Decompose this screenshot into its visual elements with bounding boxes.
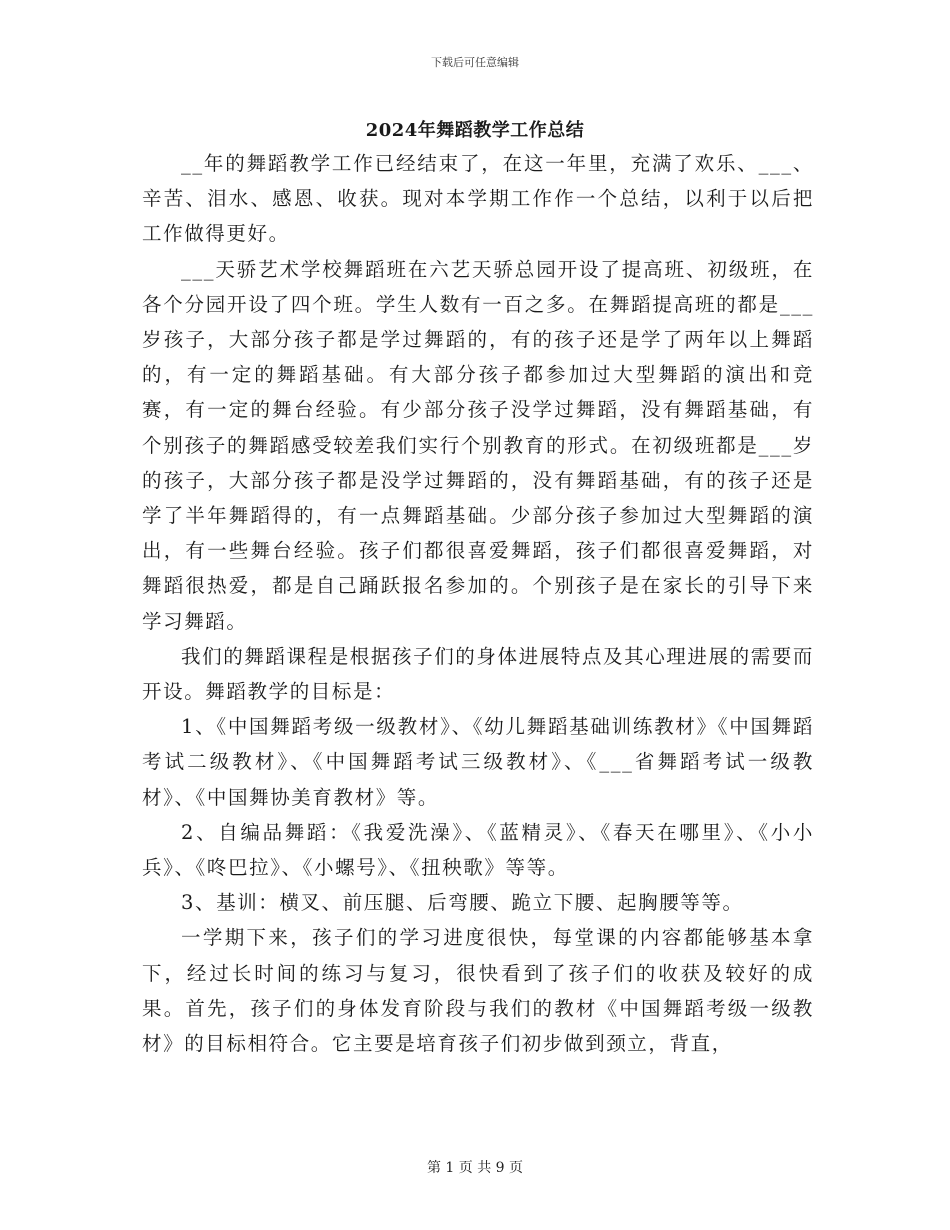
paragraph: __年的舞蹈教学工作已经结束了，在这一年里，充满了欢乐、___、辛苦、泪水、感恩、收获。现对本学期工作作一个总结，以利于以后把工作做得更好。 — [142, 152, 814, 246]
paragraph: ___天骄艺术学校舞蹈班在六艺天骄总园开设了提高班、初级班，在各个分园开设了四个班。学生人数有一百之多。在舞蹈提高班的都是___岁孩子，大部分孩子都是学过舞蹈的，有的孩子还是学了两年以上舞蹈的，有一定的舞蹈基础。有大部分孩子都参加过大型舞蹈的演出和竞赛，有一定的舞台经验。有少部分孩子没学过舞蹈，没有舞蹈基础，有个别孩子的舞蹈感受较差我们实行个别教育的形式。在初级班都是___岁的孩子，大部分孩子都是没学过舞蹈的，没有舞蹈基础，有的孩子还是学了半年舞蹈得的，有一点舞蹈基础。少部分孩子参加过大型舞蹈的演出，有一些舞台经验。孩子们都很喜爱舞蹈，孩子们都很喜爱舞蹈，对舞蹈很热爱，都是自己踊跃报名参加的。个别孩子是在家长的引导下来学习舞蹈。 — [142, 257, 814, 633]
header-note: 下载后可任意编辑 — [431, 56, 519, 69]
page-indicator: 第 1 页 共 9 页 — [426, 1160, 524, 1176]
document-body — [142, 146, 814, 1061]
paragraph: 2、自编品舞蹈：《我爱洗澡》、《蓝精灵》、《春天在哪里》、《小小兵》、《咚巴拉》、《小螺号》、《扭秧歌》等等。 — [142, 820, 814, 880]
paragraph: 3、基训：横叉、前压腿、后弯腰、跪立下腰、起胸腰等等。 — [181, 891, 744, 915]
paragraph: 我们的舞蹈课程是根据孩子们的身体进展特点及其心理进展的需要而开设。舞蹈教学的目标是： — [142, 644, 815, 704]
paragraph: 1、《中国舞蹈考级一级教材》、《幼儿舞蹈基础训练教材》《中国舞蹈考试二级教材》、《中国舞蹈考试三级教材》、《___省舞蹈考试一级教材》、《中国舞协美育教材》等。 — [142, 715, 814, 809]
document-title: 2024年舞蹈教学工作总结 — [365, 120, 585, 141]
paragraph: 一学期下来，孩子们的学习进度很快，每堂课的内容都能够基本拿下，经过长时间的练习与复习，很快看到了孩子们的收获及较好的成果。首先，孩子们的身体发育阶段与我们的教材《中国舞蹈考级一级教材》的目标相符合。它主要是培育孩子们初步做到颈立，背直， — [142, 926, 814, 1056]
